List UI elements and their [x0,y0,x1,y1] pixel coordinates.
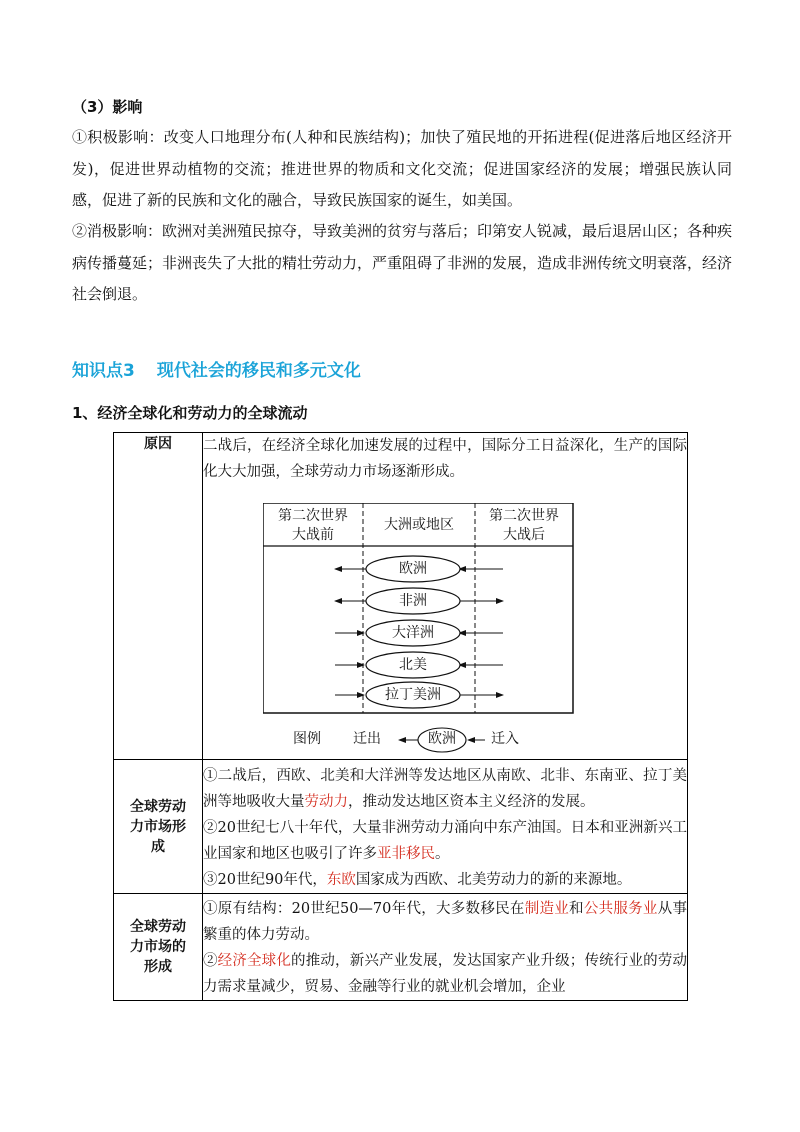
text-run: 。 [435,846,450,862]
negative-impact-paragraph: ②消极影响：欧洲对美洲殖民掠夺，导致美洲的贫穷与落后；印第安人锐减，最后退居山区；各种疾病传播蔓延；非洲丧失了大批的精壮劳动力，严重阻碍了非洲的发展，造成非洲传统文明衰落，经济社会倒退。 [72,222,733,303]
region-north-america-label: 北美 [399,657,427,673]
section-heading: 1、经济全球化和劳动力的全球流动 [72,404,308,422]
region-europe-label: 欧洲 [399,561,427,577]
table-row [114,894,688,1001]
text-run: 从事繁重的体力劳动。 [203,901,687,943]
highlight-globalization: 经济全球化 [217,953,292,969]
legend-center-label: 欧洲 [428,731,456,747]
cause-content [203,433,688,760]
highlight-eastern-europe: 东欧 [326,872,356,888]
row-label-market-structure [114,894,203,1001]
structure-point-2 [203,948,687,1000]
highlight-manufacturing: 制造业 [524,901,570,917]
text-run: ②20世纪七八十年代，大量非洲劳动力涌向中东产油国。日本和亚洲新兴工业国家和地区也吸引了许多 [203,820,687,862]
text-run: ③20世纪90年代， [203,872,327,888]
row-label-market-formation [114,760,203,894]
formation-point-2 [203,815,687,867]
legend-in-label: 迁入 [491,731,519,747]
market-structure-content [203,894,688,1001]
cause-text: 二战后，在经济全球化加速发展的过程中，国际分工日益深化，生产的国际化大大加强，全球劳动力市场逐渐形成。 [203,438,687,480]
col-header-after-line2: 大战后 [503,527,545,543]
col-header-before-line2: 大战前 [292,527,334,543]
knowledge-point-title: 现代社会的移民和多元文化 [156,361,361,381]
row-label-cause: 原因 [114,433,203,760]
col-header-after-line1: 第二次世界 [489,508,559,524]
text-run: ，推动发达地区资本主义经济的发展。 [348,794,595,810]
highlight-labor: 劳动力 [304,794,348,810]
text-run: 和 [569,901,584,917]
col-header-after [475,507,573,545]
formation-point-3 [203,867,687,893]
market-formation-content [203,760,688,894]
row-label-line: 形成 [144,959,172,975]
legend-prefix: 图例 [293,731,321,747]
text-run: ② [203,953,218,969]
col-header-region: 大洲或地区 [384,517,454,533]
text-run: 的推动，新兴产业发展，发达国家产业升级；传统行业的劳动力需求量减少，贸易、金融等行业的就业机会增加，企业 [203,953,687,995]
positive-impact-paragraph: ①积极影响：改变人口地理分布(人种和民族结构)；加快了殖民地的开拓进程(促进落后地区经济开发)，促进世界动植物的交流；推进世界的物质和文化交流；促进国家经济的发展；增强民族认同感，促进了新的民族和文化的融合，导致民族国家的诞生，如美国。 [72,128,732,209]
knowledge-point-number: 知识点3 [72,361,135,381]
formation-point-1 [203,763,687,815]
text-run: ①二战后，西欧、北美和大洋洲等发达地区从南欧、北非、东南亚、拉丁美洲等地吸收大量 [203,768,687,810]
text-run: 国家成为西欧、北美劳动力的新的来源地。 [355,872,632,888]
impact-heading: （3）影响 [72,98,143,116]
table-row [114,760,688,894]
legend-out-label: 迁出 [353,731,381,747]
labor-flow-table [113,432,688,1001]
region-africa-label: 非洲 [399,593,427,609]
structure-point-1 [203,896,687,948]
region-latin-america-label: 拉丁美洲 [385,687,441,703]
col-header-before [265,507,361,545]
region-oceania-label: 大洋洲 [392,625,434,641]
text-run: ①原有结构：20世纪50—70年代，大多数移民在 [203,901,525,917]
knowledge-point-heading [72,356,361,381]
row-label-line: 全球劳动 [130,919,186,935]
col-header-before-line1: 第二次世界 [278,508,348,524]
migration-diagram [263,503,683,753]
row-label-line: 成 [151,838,165,855]
row-label-line: 全球劳动 [130,798,186,815]
row-label-line: 力市场的 [130,939,186,955]
highlight-public-service: 公共服务业 [583,901,658,917]
table-row [114,433,688,760]
row-label-line: 力市场形 [130,818,186,835]
highlight-afro-asian-migrants: 亚非移民 [377,846,435,862]
